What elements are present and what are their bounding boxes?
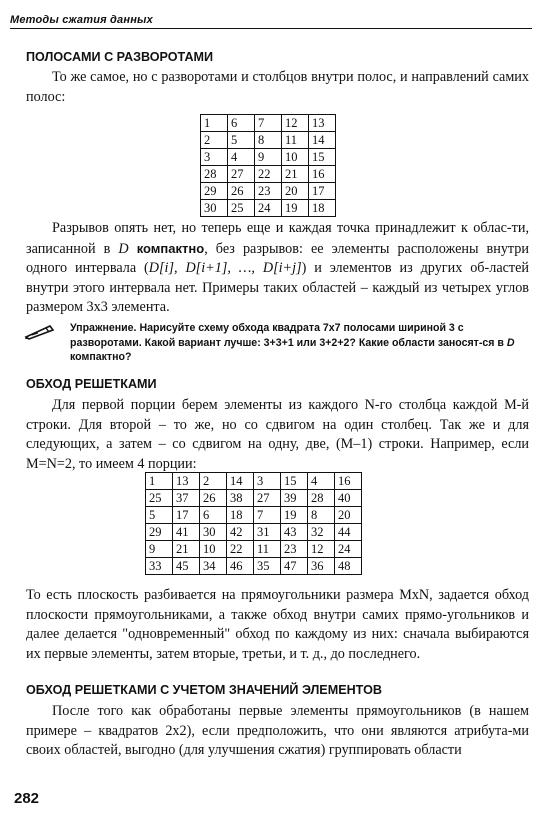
table-cell: 5	[146, 507, 173, 524]
table-cell: 30	[201, 200, 228, 217]
table-row	[146, 558, 362, 575]
table-cell: 16	[309, 166, 336, 183]
table-cell: 39	[281, 490, 308, 507]
table-cell: 16	[335, 473, 362, 490]
section3-paragraph: После того как обработаны первые элементы прямоугольников (в нашем примере – квадратов 2x2), если предположить, что они являются атрибута-ми своих областей, выгодно (для улучшения сжатия) группировать области	[26, 703, 529, 758]
table-row	[201, 183, 336, 200]
table-cell: 24	[335, 541, 362, 558]
table-cell: 46	[227, 558, 254, 575]
table-cell: 9	[146, 541, 173, 558]
table-cell: 29	[146, 524, 173, 541]
table-cell: 38	[227, 490, 254, 507]
table-cell: 11	[282, 132, 309, 149]
table-cell: 13	[309, 115, 336, 132]
table-cell: 14	[227, 473, 254, 490]
table-cell: 10	[200, 541, 227, 558]
table-cell: 44	[335, 524, 362, 541]
table-row	[146, 507, 362, 524]
table-cell: 1	[201, 115, 228, 132]
table-cell: 6	[228, 115, 255, 132]
table-cell: 7	[255, 115, 282, 132]
table-cell: 7	[254, 507, 281, 524]
lattice-table	[145, 472, 362, 575]
table-cell: 47	[281, 558, 308, 575]
table-cell: 37	[173, 490, 200, 507]
table-cell: 1	[146, 473, 173, 490]
section2-paragraph-2: То есть плоскость разбивается на прямоугольники размера MxN, задается обход плоскости прямоугольниками, а также обход внутри самих прямо-угольников и далее делается "одновременный" обход по каждому из них: сначала выбираются их первые элементы, затем вторые, третьи, и т. д., до последнего.	[26, 587, 529, 662]
section-heading-lattice: ОБХОД РЕШЕТКАМИ	[26, 377, 157, 391]
section2-paragraph: Для первой порции берем элементы из каждого N-го столбца каждой M-й строки. Для второй – то же, но со сдвигом на один столбец. Так же и для следующих, а затем – со сдвигом на одну, две, (M–1) строки. Например, если M=N=2, то имеем 4 порции:	[26, 397, 529, 472]
table-cell: 45	[173, 558, 200, 575]
table-cell: 33	[146, 558, 173, 575]
table-cell: 2	[200, 473, 227, 490]
table-cell: 8	[308, 507, 335, 524]
page-number: 282	[14, 790, 40, 807]
table-cell: 29	[201, 183, 228, 200]
table-cell: 8	[255, 132, 282, 149]
table-cell: 2	[201, 132, 228, 149]
table-cell: 19	[282, 200, 309, 217]
table-row	[201, 166, 336, 183]
table-cell: 31	[254, 524, 281, 541]
table-cell: 28	[201, 166, 228, 183]
table-cell: 6	[200, 507, 227, 524]
table-cell: 40	[335, 490, 362, 507]
table-cell: 24	[255, 200, 282, 217]
table-cell: 3	[201, 149, 228, 166]
table-cell: 19	[281, 507, 308, 524]
table-cell: 11	[254, 541, 281, 558]
table-cell: 28	[308, 490, 335, 507]
table-cell: 43	[281, 524, 308, 541]
table-cell: 34	[200, 558, 227, 575]
table-cell: 30	[200, 524, 227, 541]
table-cell: 35	[254, 558, 281, 575]
table-row	[201, 149, 336, 166]
table-cell: 26	[228, 183, 255, 200]
table-cell: 48	[335, 558, 362, 575]
table-cell: 3	[254, 473, 281, 490]
table-cell: 9	[255, 149, 282, 166]
table-cell: 12	[308, 541, 335, 558]
table-row	[146, 473, 362, 490]
table-row	[201, 132, 336, 149]
table-cell: 23	[255, 183, 282, 200]
table-row	[201, 200, 336, 217]
table-cell: 12	[282, 115, 309, 132]
table-row	[146, 524, 362, 541]
section1-paragraph: Разрывов опять нет, но теперь еще и каждая точка принадлежит к облас-ти, записанной в D компактно, без разрывов: ее элементы расположены внутри одного интервала (D[i], D[i+1], …, D[i+j]) и элементов из других об-ластей внутри этого интервала нет. Примеры таких областей – каждый из четырех углов размером 3x3 элемента.	[26, 220, 529, 315]
table-row	[146, 541, 362, 558]
table-cell: 26	[200, 490, 227, 507]
strips-reversal-table	[200, 114, 336, 217]
table-cell: 25	[228, 200, 255, 217]
table-cell: 21	[173, 541, 200, 558]
table-cell: 10	[282, 149, 309, 166]
table-cell: 23	[281, 541, 308, 558]
table-cell: 36	[308, 558, 335, 575]
table-cell: 42	[227, 524, 254, 541]
table-cell: 18	[227, 507, 254, 524]
table-cell: 25	[146, 490, 173, 507]
table-cell: 17	[173, 507, 200, 524]
table-row	[201, 115, 336, 132]
table-cell: 27	[254, 490, 281, 507]
table-cell: 17	[309, 183, 336, 200]
table-cell: 4	[228, 149, 255, 166]
table-cell: 20	[335, 507, 362, 524]
section-heading-strips: ПОЛОСАМИ С РАЗВОРОТАМИ	[26, 50, 214, 64]
table-row	[146, 490, 362, 507]
pencil-icon	[24, 322, 58, 340]
running-head: Методы сжатия данных	[10, 14, 532, 29]
table-cell: 15	[309, 149, 336, 166]
table-cell: 21	[282, 166, 309, 183]
table-cell: 14	[309, 132, 336, 149]
table-cell: 41	[173, 524, 200, 541]
section1-intro-text: То же самое, но с разворотами и столбцов внутри полос, и направлений самих полос:	[26, 69, 529, 105]
table-cell: 5	[228, 132, 255, 149]
table-cell: 15	[281, 473, 308, 490]
table-cell: 20	[282, 183, 309, 200]
table-cell: 18	[309, 200, 336, 217]
section1-intro	[26, 68, 529, 107]
exercise-note: Упражнение. Нарисуйте схему обхода квадрата 7x7 полосами шириной 3 с разворотами. Какой вариант лучше: 3+3+1 или 3+2+2? Какие области заносят-ся в D компактно?	[70, 322, 515, 363]
table-cell: 4	[308, 473, 335, 490]
table-cell: 32	[308, 524, 335, 541]
section-heading-lattice-values: ОБХОД РЕШЕТКАМИ С УЧЕТОМ ЗНАЧЕНИЙ ЭЛЕМЕНТОВ	[26, 683, 382, 697]
table-cell: 27	[228, 166, 255, 183]
table-cell: 22	[227, 541, 254, 558]
table-cell: 22	[255, 166, 282, 183]
table-cell: 13	[173, 473, 200, 490]
